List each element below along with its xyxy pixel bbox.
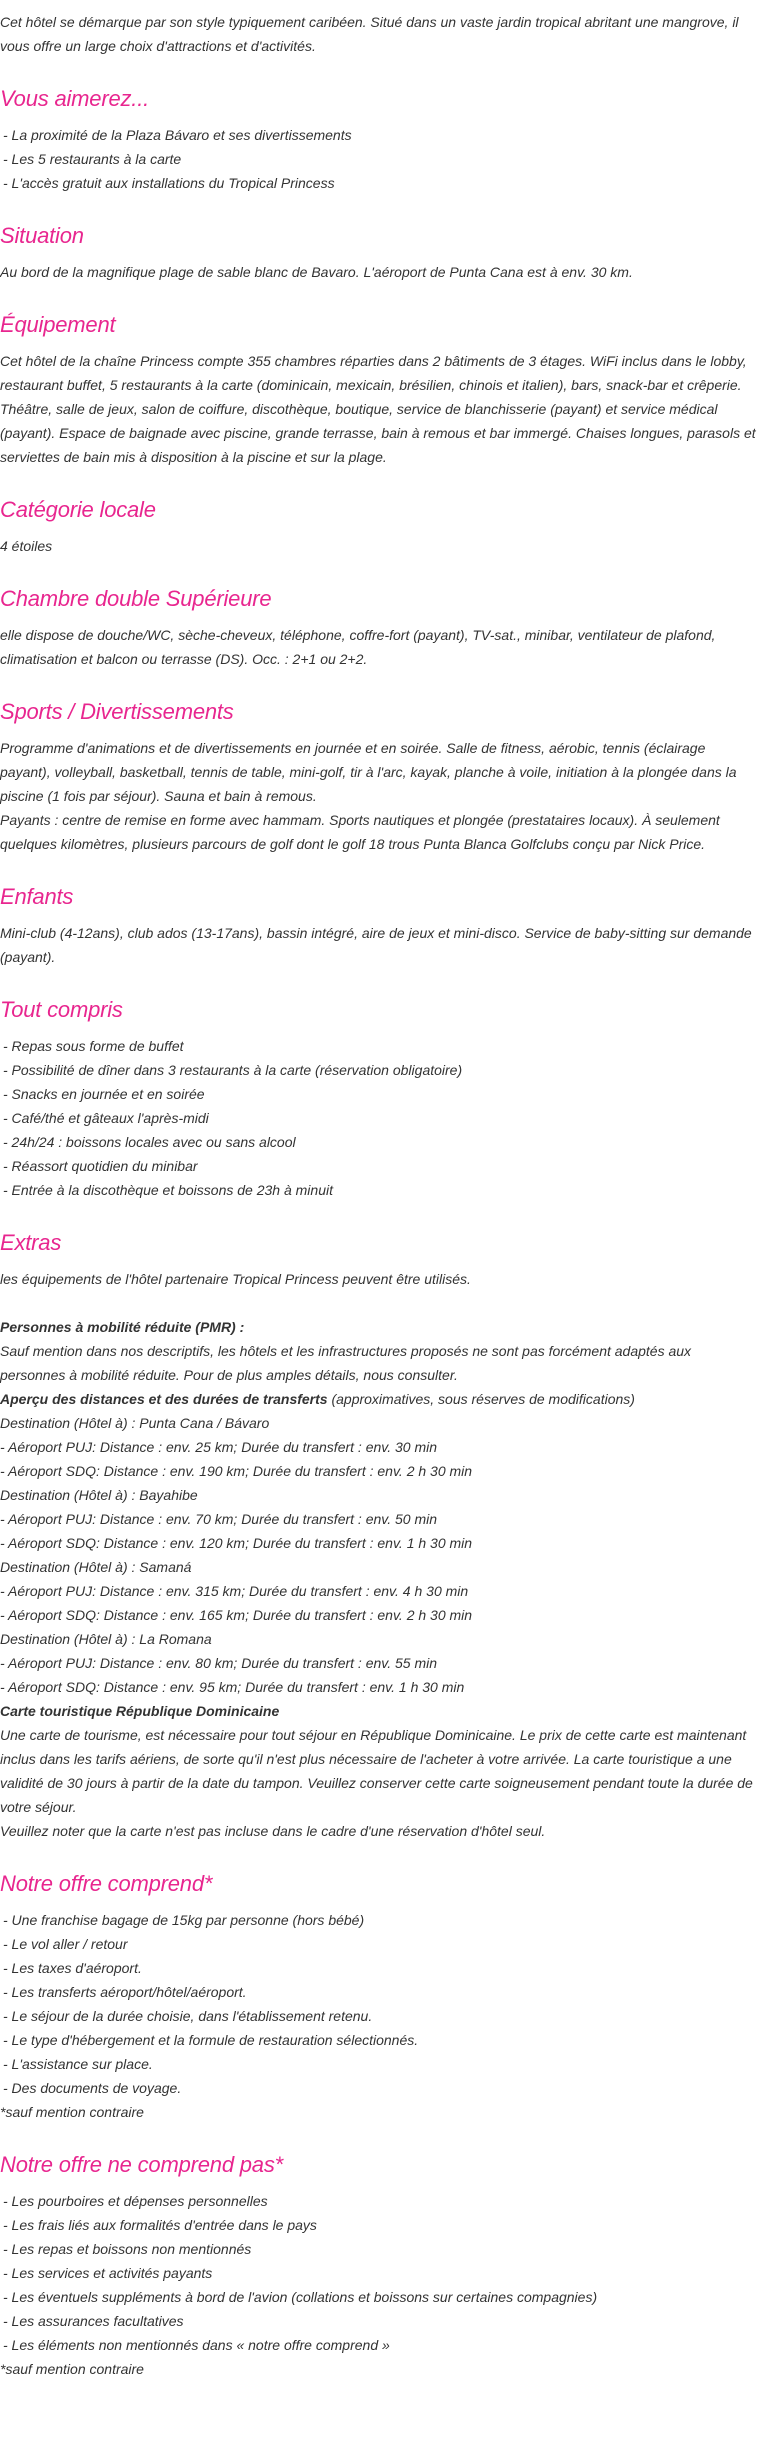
enfants-text: Mini-club (4-12ans), club ados (13-17ans), bassin intégré, aire de jeux et mini-disco. Service de baby-sitting sur demande (payant). xyxy=(0,925,752,965)
list-item: - Réassort quotidien du minibar xyxy=(3,1158,198,1174)
transfers-heading xyxy=(0,1387,758,1411)
transfer-line: - Aéroport SDQ: Distance : env. 95 km; Durée du transfert : env. 1 h 30 min xyxy=(0,1679,465,1695)
situation-text: Au bord de la magnifique plage de sable blanc de Bavaro. L'aéroport de Punta Cana est à env. 30 km. xyxy=(0,264,633,280)
transfer-line: - Aéroport PUJ: Distance : env. 25 km; Durée du transfert : env. 30 min xyxy=(0,1439,438,1455)
chambre-text: elle dispose de douche/WC, sèche-cheveux, téléphone, coffre-fort (payant), TV-sat., minibar, ventilateur de plafond, climatisation et balcon ou terrasse (DS). Occ. : 2+1 ou 2+2. xyxy=(0,627,716,667)
transfer-line: - Aéroport PUJ: Distance : env. 70 km; Durée du transfert : env. 50 min xyxy=(0,1511,438,1527)
transfer-line: Destination (Hôtel à) : La Romana xyxy=(0,1631,212,1647)
section-offre xyxy=(0,1870,758,2124)
non-offre-list xyxy=(0,2189,758,2357)
transfer-line: - Aéroport SDQ: Distance : env. 120 km; Durée du transfert : env. 1 h 30 min xyxy=(0,1535,473,1551)
list-item: - Possibilité de dîner dans 3 restaurants à la carte (réservation obligatoire) xyxy=(3,1062,463,1078)
transfer-line: - Aéroport PUJ: Distance : env. 315 km; Durée du transfert : env. 4 h 30 min xyxy=(0,1583,469,1599)
list-item: - La proximité de la Plaza Bávaro et ses divertissements xyxy=(3,127,352,143)
pmr-label: Personnes à mobilité réduite (PMR) : xyxy=(0,1319,245,1335)
section-title-situation: Situation xyxy=(0,223,84,248)
list-item: - Café/thé et gâteaux l'après-midi xyxy=(3,1110,209,1126)
list-item: - Les frais liés aux formalités d'entrée dans le pays xyxy=(3,2217,317,2233)
section-title-vous-aimerez: Vous aimerez... xyxy=(0,86,150,111)
categorie-text: 4 étoiles xyxy=(0,538,53,554)
list-item: - Les pourboires et dépenses personnelles xyxy=(3,2193,268,2209)
carte-note: Veuillez noter que la carte n'est pas incluse dans le cadre d'une réservation d'hôtel seul. xyxy=(0,1823,546,1839)
list-item: - Les repas et boissons non mentionnés xyxy=(3,2241,252,2257)
list-item: - Le séjour de la durée choisie, dans l'établissement retenu. xyxy=(3,2008,373,2024)
transfers-note: (approximatives, sous réserves de modifications) xyxy=(327,1391,635,1407)
list-item: - L'accès gratuit aux installations du Tropical Princess xyxy=(3,175,335,191)
transfer-line: - Aéroport PUJ: Distance : env. 80 km; Durée du transfert : env. 55 min xyxy=(0,1655,438,1671)
list-item: - Les transferts aéroport/hôtel/aéroport. xyxy=(3,1984,247,2000)
section-title-categorie: Catégorie locale xyxy=(0,497,156,522)
offre-footnote: *sauf mention contraire xyxy=(0,2104,144,2120)
transfer-line: Destination (Hôtel à) : Bayahibe xyxy=(0,1487,198,1503)
section-title-non-offre: Notre offre ne comprend pas* xyxy=(0,2152,283,2177)
vous-aimerez-list xyxy=(0,123,758,195)
transfer-line: - Aéroport SDQ: Distance : env. 165 km; Durée du transfert : env. 2 h 30 min xyxy=(0,1607,473,1623)
section-situation xyxy=(0,222,758,284)
list-item: - Les taxes d'aéroport. xyxy=(3,1960,142,1976)
list-item: - Le vol aller / retour xyxy=(3,1936,128,1952)
section-title-equipement: Équipement xyxy=(0,312,116,337)
list-item: - Les assurances facultatives xyxy=(3,2313,184,2329)
tout-compris-list xyxy=(0,1034,758,1202)
section-categorie xyxy=(0,496,758,558)
list-item: - Les services et activités payants xyxy=(3,2265,213,2281)
section-title-offre: Notre offre comprend* xyxy=(0,1871,213,1896)
section-equipement xyxy=(0,311,758,469)
list-item: - Snacks en journée et en soirée xyxy=(3,1086,205,1102)
pmr-text: Sauf mention dans nos descriptifs, les hôtels et les infrastructures proposés ne sont pas forcément adaptés aux personnes à mobilité réduite. Pour de plus amples détails, nous consulter. xyxy=(0,1343,692,1383)
section-title-tout-compris: Tout compris xyxy=(0,997,123,1022)
list-item: - Le type d'hébergement et la formule de restauration sélectionnés. xyxy=(3,2032,419,2048)
section-extras xyxy=(0,1229,758,1843)
section-vous-aimerez xyxy=(0,85,758,195)
section-title-sports: Sports / Divertissements xyxy=(0,699,234,724)
intro-text: Cet hôtel se démarque par son style typiquement caribéen. Situé dans un vaste jardin tropical abritant une mangrove, il vous offre un large choix d'attractions et d'activités. xyxy=(0,14,739,54)
section-sports xyxy=(0,698,758,856)
section-enfants xyxy=(0,883,758,969)
sports-text: Programme d'animations et de divertissements en journée et en soirée. Salle de fitness, aérobic, tennis (éclairage payant), volleyball, basketball, tennis de table, mini-golf, tir à l'arc, kayak, planche à voile, initiation à la plongée dans la piscine (1 fois par séjour). Sauna et bain à remous. xyxy=(0,740,737,804)
section-title-extras: Extras xyxy=(0,1230,62,1255)
extras-text: les équipements de l'hôtel partenaire Tropical Princess peuvent être utilisés. xyxy=(0,1271,471,1287)
list-item: - Des documents de voyage. xyxy=(3,2080,182,2096)
sports-paid-text: Payants : centre de remise en forme avec hammam. Sports nautiques et plongée (prestataires locaux). À seulement quelques kilomètres, plusieurs parcours de golf dont le golf 18 trous Punta Blanca Golfclubs conçu par Nick Price. xyxy=(0,812,720,852)
transfers-label: Aperçu des distances et des durées de transferts xyxy=(0,1391,328,1407)
transfer-line: Destination (Hôtel à) : Samaná xyxy=(0,1559,192,1575)
carte-label: Carte touristique République Dominicaine xyxy=(0,1703,280,1719)
list-item: - Les éventuels suppléments à bord de l'avion (collations et boissons sur certaines compagnies) xyxy=(3,2289,598,2305)
carte-text: Une carte de tourisme, est nécessaire pour tout séjour en République Dominicaine. Le prix de cette carte est maintenant inclus dans les tarifs aériens, de sorte qu'il n'est plus nécessaire de l'acheter à votre arrivée. La carte touristique a une validité de 30 jours à partir de la date du tampon. Veuillez conserver cette carte soigneusement pendant toute la durée de votre séjour. xyxy=(0,1727,753,1815)
section-chambre xyxy=(0,585,758,671)
list-item: - Entrée à la discothèque et boissons de 23h à minuit xyxy=(3,1182,333,1198)
list-item: - Une franchise bagage de 15kg par personne (hors bébé) xyxy=(3,1912,365,1928)
section-non-offre xyxy=(0,2151,758,2381)
transfer-line: Destination (Hôtel à) : Punta Cana / Bávaro xyxy=(0,1415,270,1431)
transfer-line: - Aéroport SDQ: Distance : env. 190 km; Durée du transfert : env. 2 h 30 min xyxy=(0,1463,473,1479)
equipement-text: Cet hôtel de la chaîne Princess compte 355 chambres réparties dans 2 bâtiments de 3 étages. WiFi inclus dans le lobby, restaurant buffet, 5 restaurants à la carte (dominicain, mexicain, brésilien, chinois et italien), bars, snack-bar et crêperie. Théâtre, salle de jeux, salon de coiffure, discothèque, boutique, service de blanchisserie (payant) et service médical (payant). Espace de baignade avec piscine, grande terrasse, bain à remous et bar immergé. Chaises longues, parasols et serviettes de bain mis à disposition à la piscine et sur la plage. xyxy=(0,353,756,465)
section-title-chambre: Chambre double Supérieure xyxy=(0,586,272,611)
list-item: - Les 5 restaurants à la carte xyxy=(3,151,182,167)
list-item: - Repas sous forme de buffet xyxy=(3,1038,184,1054)
list-item: - 24h/24 : boissons locales avec ou sans alcool xyxy=(3,1134,296,1150)
list-item: - L'assistance sur place. xyxy=(3,2056,153,2072)
offre-list xyxy=(0,1908,758,2100)
list-item: - Les éléments non mentionnés dans « notre offre comprend » xyxy=(3,2337,390,2353)
section-tout-compris xyxy=(0,996,758,1202)
section-title-enfants: Enfants xyxy=(0,884,74,909)
non-offre-footnote: *sauf mention contraire xyxy=(0,2361,144,2377)
